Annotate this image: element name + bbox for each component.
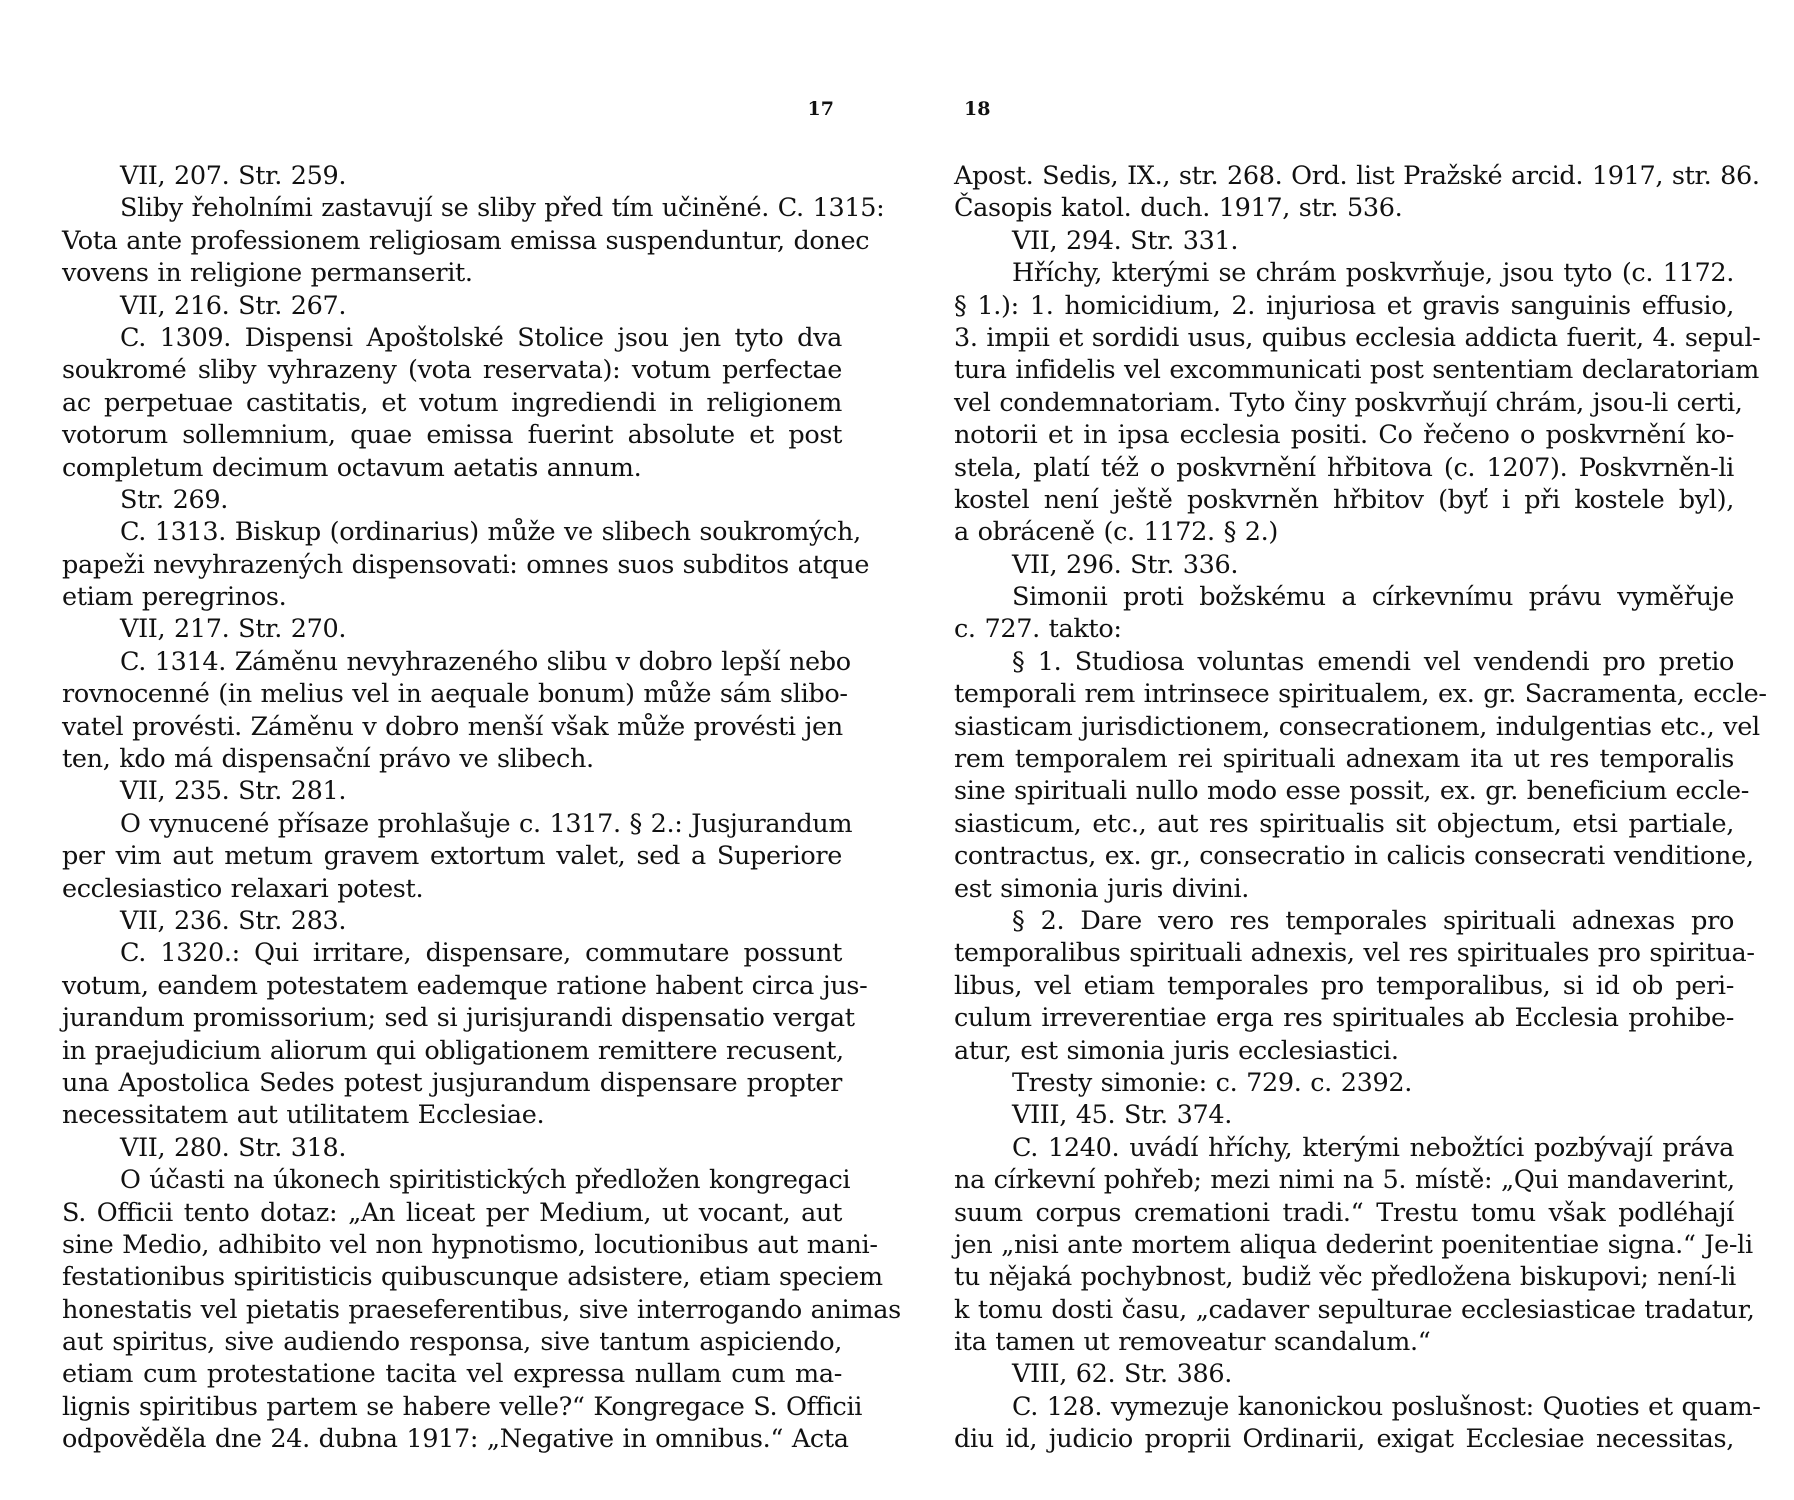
text-line: tura infidelis vel excommunicati post sententiam declaratoriam (954, 355, 1759, 386)
text-line: Apost. Sedis, IX., str. 268. Ord. list Pražské arcid. 1917, str. 86. (954, 161, 1760, 191)
text-line: VIII, 45. Str. 374. (1012, 1100, 1232, 1131)
text-line: § 2. Dare vero res temporales spirituali adnexas pro (1012, 905, 1734, 936)
right-page (954, 0, 1767, 1500)
text-line: VII, 296. Str. 336. (1012, 549, 1239, 580)
text-line: VII, 294. Str. 331. (1012, 225, 1239, 256)
text-line: culum irreverentiae erga res spirituales ab Ecclesia prohibe- (954, 1003, 1734, 1034)
text-line: tu nějaká pochybnost, budiž věc předložena biskupovi; není-li (954, 1262, 1736, 1293)
text-line: Tresty simonie: c. 729. c. 2392. (1012, 1067, 1412, 1098)
text-line: Simonii proti božskému a církevnímu právu vyměřuje (1012, 582, 1734, 613)
text-line: Časopis katol. duch. 1917, str. 536. (954, 193, 1403, 224)
text-line: lignis spiritibus partem se habere velle?“ Kongregace S. Officii (62, 1391, 863, 1422)
text-line: temporali rem intrinsece spiritualem, ex. gr. Sacramenta, eccle- (954, 679, 1767, 710)
text-line: VII, 216. Str. 267. (120, 290, 347, 321)
page-number: 18 (964, 98, 991, 120)
text-line: notorii et in ipsa ecclesia positi. Co řečeno o poskvrnění ko- (954, 420, 1734, 451)
text-line: C. 128. vymezuje kanonickou poslušnost: Quoties et quam- (1012, 1391, 1761, 1422)
text-line: odpověděla dne 24. dubna 1917: „Negative in omnibus.“ Acta (62, 1424, 849, 1455)
text-line: aut spiritus, sive audiendo responsa, sive tantum aspiciendo, (62, 1327, 842, 1358)
text-line: C. 1309. Dispensi Apoštolské Stolice jsou jen tyto dva (120, 322, 842, 353)
text-line: C. 1240. uvádí hříchy, kterými nebožtíci pozbývají práva (1012, 1132, 1734, 1163)
text-line: ac perpetuae castitatis, et votum ingrediendi in religionem (62, 387, 842, 418)
text-line: necessitatem aut utilitatem Ecclesiae. (62, 1100, 545, 1131)
text-line: C. 1320.: Qui irritare, dispensare, commutare possunt (120, 938, 842, 969)
text-line: O účasti na úkonech spiritistických předložen kongregaci (120, 1165, 851, 1196)
text-line: kostel není ještě poskvrněn hřbitov (byť i při kostele byl), (954, 484, 1734, 515)
text-line: suum corpus cremationi tradi.“ Trestu tomu však podléhají (954, 1197, 1734, 1228)
text-line: Str. 269. (120, 484, 228, 515)
text-line: per vim aut metum gravem extortum valet, sed a Superiore (62, 841, 842, 872)
text-line: vovens in religione permanserit. (62, 258, 473, 289)
text-line: etiam peregrinos. (62, 582, 287, 613)
left-page (62, 0, 901, 1500)
text-line: c. 727. takto: (954, 614, 1122, 645)
text-line: contractus, ex. gr., consecratio in calicis consecrati venditione, (954, 841, 1754, 872)
text-line: C. 1313. Biskup (ordinarius) může ve slibech soukromých, (120, 517, 861, 548)
text-line: atur, est simonia juris ecclesiastici. (954, 1035, 1399, 1066)
text-line: ecclesiastico relaxari potest. (62, 873, 424, 904)
text-line: rovnocenné (in melius vel in aequale bonum) může sám slibo- (62, 679, 848, 710)
text-line: soukromé sliby vyhrazeny (vota reservata): votum perfectae (62, 355, 842, 386)
text-line: a obráceně (c. 1172. § 2.) (954, 517, 1278, 548)
text-line: VII, 236. Str. 283. (120, 905, 347, 936)
text-line: § 1. Studiosa voluntas emendi vel vendendi pro pretio (1012, 646, 1734, 677)
page-text (954, 160, 1767, 1456)
text-line: VII, 217. Str. 270. (120, 614, 347, 645)
text-line: na církevní pohřeb; mezi nimi na 5. místě: „Qui mandaverint, (954, 1165, 1735, 1196)
text-line: honestatis vel pietatis praeseferentibus, sive interrogando animas (62, 1294, 901, 1325)
text-line: in praejudicium aliorum qui obligationem remittere recusent, (62, 1035, 844, 1066)
text-line: una Apostolica Sedes potest jusjurandum dispensare propter (62, 1067, 842, 1098)
text-line: etiam cum protestatione tacita vel expressa nullam cum ma- (62, 1359, 842, 1390)
text-line: jen „nisi ante mortem aliqua dederint poenitentiae signa.“ Je-li (954, 1229, 1753, 1260)
text-line: votorum sollemnium, quae emissa fuerint absolute et post (62, 420, 842, 451)
page-text (62, 160, 901, 1456)
text-line: ita tamen ut removeatur scandalum.“ (954, 1327, 1431, 1358)
text-line: jurandum promissorium; sed si jurisjurandi dispensatio vergat (62, 1003, 855, 1034)
text-line: libus, vel etiam temporales pro temporalibus, si id ob peri- (954, 970, 1734, 1001)
text-line: 3. impii et sordidi usus, quibus ecclesia addicta fuerit, 4. sepul- (954, 322, 1761, 353)
text-line: k tomu dosti času, „cadaver sepulturae ecclesiasticae tradatur, (954, 1294, 1755, 1325)
text-line: ten, kdo má dispensační právo ve slibech. (62, 744, 594, 775)
text-line: stela, platí též o poskvrnění hřbitova (c. 1207). Poskvrněn-li (954, 452, 1734, 483)
text-line: S. Officii tento dotaz: „An liceat per Medium, ut vocant, aut (62, 1197, 842, 1228)
page-number: 17 (807, 98, 834, 120)
text-line: Vota ante professionem religiosam emissa suspenduntur, donec (62, 225, 870, 256)
text-line: temporalibus spirituali adnexis, vel res spirituales pro spiritua- (954, 938, 1755, 969)
text-line: VII, 235. Str. 281. (120, 776, 347, 807)
text-line: completum decimum octavum aetatis annum. (62, 452, 642, 483)
text-line: rem temporalem rei spirituali adnexam ita ut res temporalis (954, 744, 1734, 775)
text-line: vatel provésti. Záměnu v dobro menší však může provésti jen (62, 711, 843, 742)
text-line: vel condemnatoriam. Tyto činy poskvrňují chrám, jsou-li certi, (954, 387, 1743, 418)
text-line: C. 1314. Záměnu nevyhrazeného slibu v dobro lepší nebo (120, 646, 851, 677)
text-line: est simonia juris divini. (954, 873, 1250, 904)
text-line: votum, eandem potestatem eademque ratione habent circa jus- (62, 970, 868, 1001)
text-line: siasticam jurisdictionem, consecrationem, indulgentias etc., vel (954, 711, 1760, 742)
text-line: VII, 280. Str. 318. (120, 1132, 347, 1163)
text-line: sine Medio, adhibito vel non hypnotismo, locutionibus aut mani- (62, 1229, 878, 1260)
text-line: O vynucené přísaze prohlašuje c. 1317. § 2.: Jusjurandum (120, 808, 853, 839)
text-line: papeži nevyhrazených dispensovati: omnes suos subditos atque (62, 549, 870, 580)
text-line: siasticum, etc., aut res spiritualis sit objectum, etsi partiale, (954, 808, 1734, 839)
text-line: VII, 207. Str. 259. (120, 161, 347, 191)
text-line: VIII, 62. Str. 386. (1012, 1359, 1232, 1390)
text-line: Sliby řeholními zastavují se sliby před tím učiněné. C. 1315: (120, 193, 885, 224)
text-line: diu id, judicio proprii Ordinarii, exigat Ecclesiae necessitas, (954, 1424, 1734, 1455)
text-line: sine spirituali nullo modo esse possit, ex. gr. beneficium eccle- (954, 776, 1749, 807)
text-line: § 1.): 1. homicidium, 2. injuriosa et gravis sanguinis effusio, (954, 290, 1734, 321)
text-line: Hříchy, kterými se chrám poskvrňuje, jsou tyto (c. 1172. (1012, 258, 1734, 289)
text-line: festationibus spiritisticis quibuscunque adsistere, etiam speciem (62, 1262, 883, 1293)
